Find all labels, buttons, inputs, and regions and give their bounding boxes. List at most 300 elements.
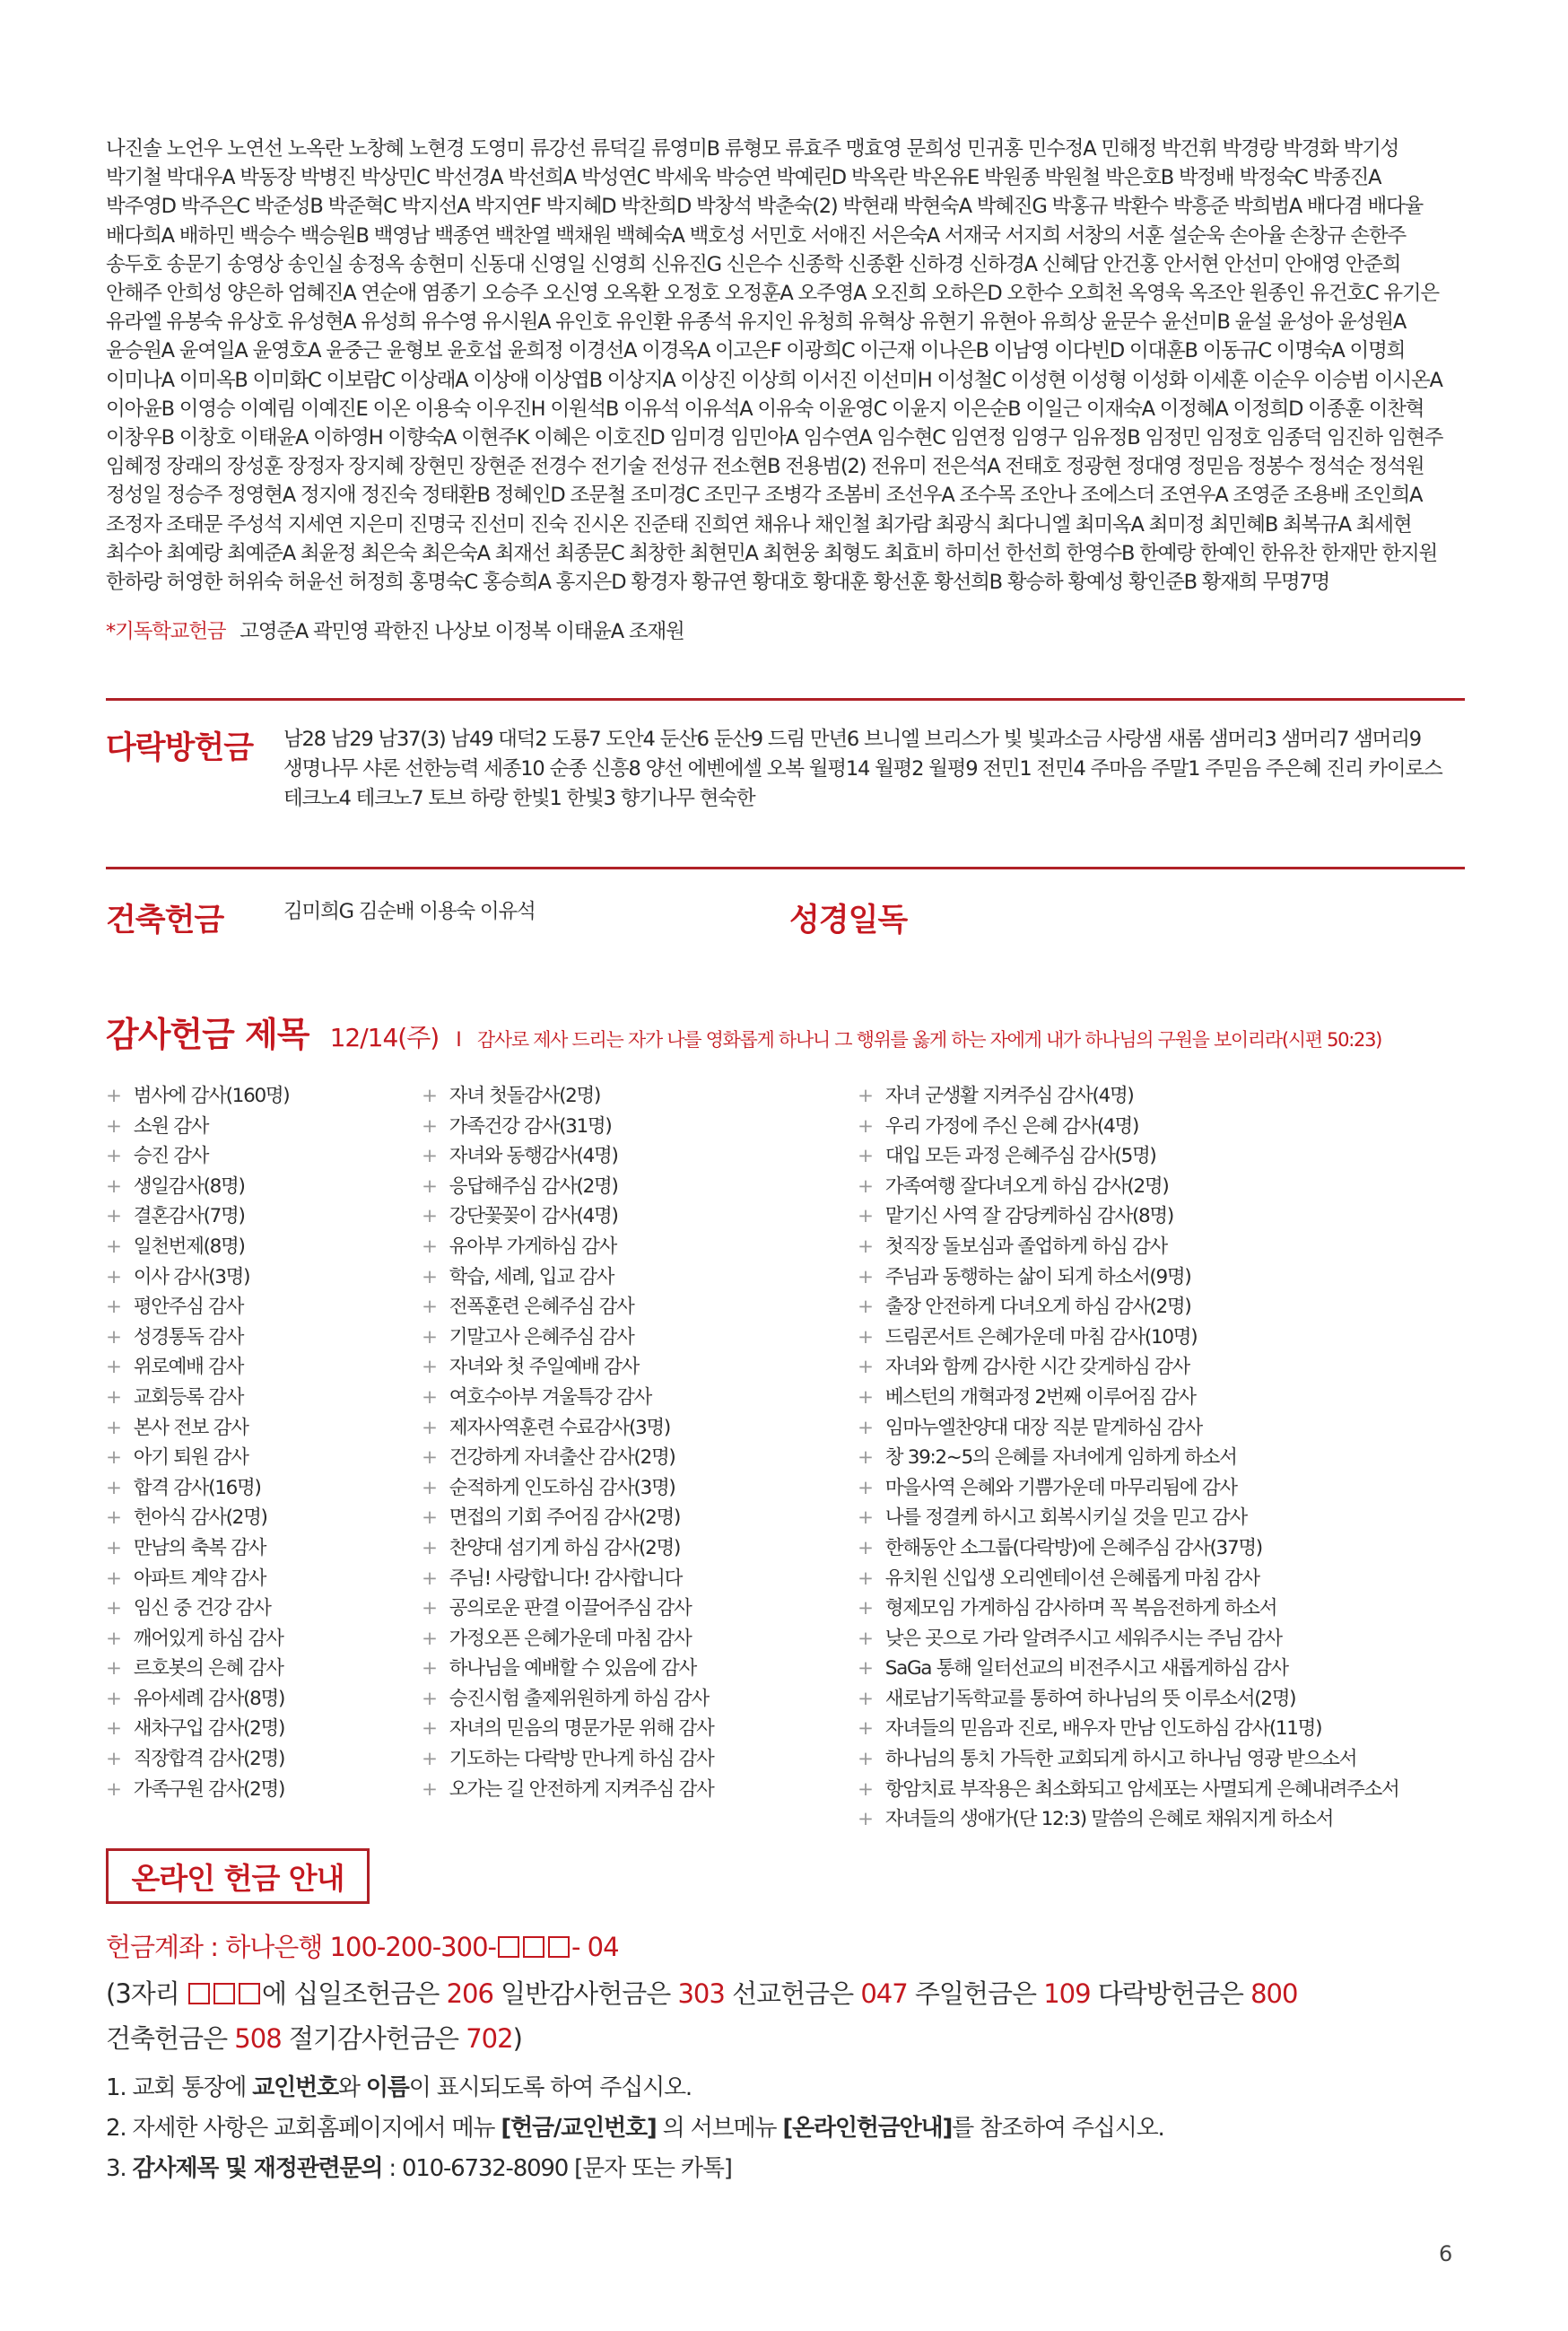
- member-names-line: 안해주 안희성 양은하 엄혜진A 연순애 염종기 오승주 오신영 오옥환 오정호 오정훈A 오주영A 오진희 오하은D 오한수 오희천 옥영욱 옥조안 원종인 유건호C 유기은: [106, 282, 1439, 306]
- plus-icon: +: [422, 1385, 437, 1409]
- plus-icon: +: [422, 1657, 437, 1681]
- note-bold: 이름: [365, 2074, 409, 2101]
- plus-icon: +: [858, 1265, 873, 1288]
- plus-icon: +: [422, 1205, 437, 1228]
- gratitude-item: [106, 1443, 289, 1473]
- gratitude-item-text: 유아부 가게하심 감사: [449, 1235, 617, 1258]
- member-names-line: 박기철 박대우A 박동장 박병진 박상민C 박선경A 박선희A 박성연C 박세욱 박승연 박예린D 박옥란 박온유E 박원종 박원철 박은호B 박정배 박정숙C 박종진A: [106, 166, 1381, 190]
- plus-icon: +: [422, 1567, 437, 1590]
- gratitude-item: [858, 1112, 1399, 1142]
- plus-icon: +: [858, 1145, 873, 1168]
- code-name: 선교헌금: [732, 1978, 830, 2009]
- gratitude-item: [106, 1172, 289, 1202]
- member-names-line: 조정자 조태문 주성석 지세연 지은미 진명국 진선미 진숙 진시온 진준태 진희연 채유나 채인철 최가람 최광식 최다니엘 최미옥A 최미정 최민혜B 최복규A 최세현: [106, 512, 1412, 537]
- gratitude-item: [106, 1593, 289, 1624]
- plus-icon: +: [858, 1235, 873, 1258]
- plus-icon: +: [422, 1777, 437, 1801]
- gratitude-item: [858, 1383, 1399, 1413]
- gratitude-item-text: 응답해주심 감사(2명): [449, 1174, 618, 1198]
- gratitude-item-text: 임신 중 건강 감사: [133, 1597, 271, 1620]
- blank-box: [188, 1983, 210, 2004]
- plus-icon: +: [858, 1657, 873, 1681]
- gratitude-item-text: 형제모임 가게하심 감사하며 꼭 복음전하게 하소서: [884, 1597, 1277, 1620]
- plus-icon: +: [422, 1476, 437, 1499]
- gratitude-item-text: 주님과 동행하는 삶이 되게 하소서(9명): [884, 1265, 1191, 1288]
- gratitude-item-text: 승진 감사: [133, 1145, 209, 1168]
- gratitude-item-text: 기말고사 은혜주심 감사: [449, 1325, 634, 1349]
- plus-icon: +: [858, 1627, 873, 1650]
- school-offering-names: 고영준A 곽민영 곽한진 나상보 이정복 이태윤A 조재원: [240, 620, 684, 643]
- note-text: 와: [337, 2074, 366, 2101]
- gratitude-item-text: 자녀와 동행감사(4명): [449, 1145, 618, 1168]
- blank-box: [548, 1936, 570, 1958]
- gratitude-item-text: 강단꽃꽂이 감사(4명): [449, 1205, 618, 1228]
- gratitude-item-text: 드림콘서트 은혜가운데 마침 감사(10명): [884, 1325, 1198, 1349]
- gratitude-item: [422, 1352, 713, 1383]
- gratitude-item: [422, 1503, 713, 1533]
- gratitude-item: [422, 1413, 713, 1444]
- gratitude-item-text: 결혼감사(7명): [133, 1205, 245, 1228]
- gratitude-item-text: 평안주심 감사: [133, 1296, 244, 1319]
- gratitude-item: [858, 1775, 1399, 1805]
- plus-icon: +: [106, 1748, 121, 1771]
- gratitude-item-text: 자녀의 믿음의 명문가문 위해 감사: [449, 1717, 714, 1741]
- plus-icon: +: [106, 1597, 121, 1620]
- account-suffix: - 04: [571, 1932, 619, 1962]
- plus-icon: +: [858, 1325, 873, 1349]
- code-line-2: 건축헌금은 508 절기감사헌금은 702): [106, 2023, 522, 2054]
- gratitude-item-text: 오가는 길 안전하게 지켜주심 감사: [449, 1777, 714, 1801]
- plus-icon: +: [858, 1296, 873, 1319]
- gratitude-item-text: 유치원 신입생 오리엔테이션 은혜롭게 마침 감사: [884, 1567, 1259, 1590]
- plus-icon: +: [858, 1174, 873, 1198]
- gratitude-item: [106, 1775, 289, 1805]
- plus-icon: +: [858, 1205, 873, 1228]
- plus-icon: +: [422, 1296, 437, 1319]
- gratitude-item: [422, 1232, 713, 1262]
- member-names-line: 최수아 최예랑 최예준A 최윤정 최은숙 최은숙A 최재선 최종문C 최창한 최현민A 최현웅 최형도 최효비 하미선 한선희 한영수B 한예랑 한예인 한유찬 한재만 한지원: [106, 541, 1438, 565]
- blank-boxes: [187, 1978, 262, 2009]
- gratitude-item: [858, 1564, 1399, 1594]
- gratitude-title: 감사헌금 제목: [106, 1015, 309, 1054]
- plus-icon: +: [858, 1085, 873, 1107]
- gratitude-item: [106, 1564, 289, 1594]
- note-bold: 감사제목 및 재정관련문의: [132, 2155, 383, 2182]
- plus-icon: +: [106, 1717, 121, 1741]
- plus-icon: +: [422, 1748, 437, 1771]
- divider: [106, 867, 1465, 869]
- gratitude-item-text: 전폭훈련 은혜주심 감사: [449, 1296, 634, 1319]
- online-offering-box: 온라인 헌금 안내: [106, 1848, 370, 1904]
- gratitude-item-text: 새로남기독학교를 통하여 하나님의 뜻 이루소서(2명): [884, 1687, 1296, 1710]
- blank-box: [239, 1983, 260, 2004]
- note-num: 1.: [106, 2074, 126, 2101]
- plus-icon: +: [106, 1235, 121, 1258]
- gratitude-item: [422, 1141, 713, 1172]
- code-value: 508: [234, 2023, 282, 2054]
- note-text: 의 서브메뉴: [656, 2115, 783, 2142]
- plus-icon: +: [422, 1085, 437, 1107]
- gratitude-item-text: 르호봇의 은혜 감사: [133, 1657, 283, 1681]
- plus-icon: +: [422, 1356, 437, 1379]
- gratitude-item-text: 나를 정결케 하시고 회복시키실 것을 믿고 감사: [884, 1506, 1247, 1530]
- gratitude-item-text: 항암치료 부작용은 최소화되고 암세포는 사멸되게 은혜내려주소서: [884, 1777, 1399, 1801]
- bible-reading-title: 성경일독: [789, 903, 908, 939]
- member-names-line: 유라엘 유봉숙 유상호 유성현A 유성희 유수영 유시원A 유인호 유인환 유종석 유지인 유청희 유혁상 유현기 유현아 유희상 윤문수 윤선미B 윤설 윤성아 윤성원A: [106, 310, 1407, 335]
- gratitude-item: [858, 1352, 1399, 1383]
- code-value: 047: [860, 1978, 908, 2009]
- plus-icon: +: [858, 1748, 873, 1771]
- gratitude-item-text: 교회등록 감사: [133, 1385, 244, 1409]
- code-line-1: (3자리 에 십일조헌금은 206 일반감사헌금은 303 선교헌금은 047 주일헌금은 109 다락방헌금은 800: [106, 1978, 1298, 2009]
- code-name: 일반감사헌금: [501, 1978, 647, 2009]
- gratitude-item-text: 첫직장 돌보심과 졸업하게 하심 감사: [884, 1235, 1167, 1258]
- gratitude-item-text: 창 39:2~5의 은혜를 자녀에게 임하게 하소서: [884, 1446, 1237, 1470]
- gratitude-item: [422, 1624, 713, 1654]
- member-names-line: 이미나A 이미옥B 이미화C 이보람C 이상래A 이상애 이상엽B 이상지A 이상진 이상희 이서진 이선미H 이성철C 이성현 이성형 이성화 이세훈 이순우 이승범 이시온A: [106, 368, 1442, 392]
- note-text: 이 표시되도록 하여 주십시오.: [408, 2074, 692, 2101]
- gratitude-item: [106, 1533, 289, 1564]
- gratitude-item-text: 아기 퇴원 감사: [133, 1446, 248, 1470]
- gratitude-item: [422, 1081, 713, 1112]
- gratitude-item: [858, 1654, 1399, 1684]
- gratitude-item-text: 일천번제(8명): [133, 1235, 245, 1258]
- notes: [106, 2068, 1164, 2189]
- school-offering-row: [106, 617, 684, 647]
- note-text: : 010-6732-8090 [문자 또는 카톡]: [382, 2155, 732, 2182]
- gratitude-date: 12/14(주): [329, 1023, 440, 1052]
- code-value: 303: [677, 1978, 725, 2009]
- gratitude-item-text: 대입 모든 과정 은혜주심 감사(5명): [884, 1145, 1156, 1168]
- gratitude-item-text: 학습, 세례, 입교 감사: [449, 1265, 614, 1288]
- gratitude-item: [106, 1714, 289, 1744]
- divider: [106, 698, 1465, 701]
- plus-icon: +: [106, 1567, 121, 1590]
- plus-icon: +: [106, 1476, 121, 1499]
- plus-icon: +: [858, 1446, 873, 1470]
- plus-icon: +: [106, 1777, 121, 1801]
- school-offering-label: *기독학교헌금: [106, 620, 226, 643]
- plus-icon: +: [106, 1205, 121, 1228]
- member-names-line: 임혜정 장래의 장성훈 장정자 장지혜 장현민 장현준 전경수 전기술 전성규 전소현B 전용범(2) 전유미 전은석A 전태호 정광현 정대영 정믿음 정봉수 정석순 정석원: [106, 455, 1424, 479]
- gratitude-column-2: [422, 1081, 713, 1804]
- gratitude-item-text: 본사 전보 감사: [133, 1416, 248, 1439]
- gratitude-item-text: 여호수아부 겨울특강 감사: [449, 1385, 651, 1409]
- gratitude-item: [422, 1684, 713, 1715]
- gratitude-item-text: 새차구입 감사(2명): [133, 1717, 285, 1741]
- member-names-line: 윤승원A 윤여일A 윤영호A 윤중근 윤형보 윤호섭 윤희정 이경선A 이경옥A 이고은F 이광희C 이근재 이나은B 이남영 이다빈D 이대훈B 이동규C 이명숙A 이명희: [106, 339, 1406, 363]
- gratitude-item-text: 건강하게 자녀출산 감사(2명): [449, 1446, 675, 1470]
- member-names-line: 배다희A 배하민 백승수 백승원B 백영남 백종연 백찬열 백채원 백혜숙A 백호성 서민호 서애진 서은숙A 서재국 서지희 서창의 서훈 설순욱 손아율 손창규 손한주: [106, 223, 1407, 248]
- note-bold: [헌금/교인번호]: [501, 2115, 657, 2142]
- gratitude-item: [422, 1323, 713, 1353]
- note-num: 2.: [106, 2115, 126, 2142]
- gratitude-item: [106, 1383, 289, 1413]
- gratitude-item: [858, 1292, 1399, 1323]
- plus-icon: +: [106, 1356, 121, 1379]
- gratitude-item-text: 이사 감사(3명): [133, 1265, 250, 1288]
- plus-icon: +: [858, 1567, 873, 1590]
- plus-icon: +: [106, 1085, 121, 1107]
- gratitude-item-text: 가족여행 잘다녀오게 하심 감사(2명): [884, 1174, 1169, 1198]
- gratitude-item-text: 가족건강 감사(31명): [449, 1114, 612, 1138]
- note-item: [106, 2108, 1164, 2149]
- gratitude-item: [106, 1201, 289, 1232]
- gratitude-item-text: 순적하게 인도하심 감사(3명): [449, 1476, 675, 1499]
- gratitude-item-text: 한해동안 소그룹(다락방)에 은혜주심 감사(37명): [884, 1536, 1262, 1559]
- gratitude-item-text: 베스턴의 개혁과정 2번째 이루어짐 감사: [884, 1385, 1196, 1409]
- gratitude-item-text: 면접의 기회 주어짐 감사(2명): [449, 1506, 681, 1530]
- plus-icon: +: [422, 1446, 437, 1470]
- gratitude-item: [858, 1804, 1399, 1835]
- gratitude-item-text: 자녀들의 믿음과 진로, 배우자 만남 인도하심 감사(11명): [884, 1717, 1322, 1741]
- codes-intro-2: 에 십일조헌금은: [262, 1978, 440, 2009]
- plus-icon: +: [422, 1506, 437, 1530]
- member-names-line: 나진솔 노언우 노연선 노옥란 노창혜 노현경 도영미 류강선 류덕길 류영미B 류형모 류효주 맹효영 문희성 민귀홍 민수정A 민해정 박건휘 박경랑 박경화 박기성: [106, 137, 1399, 161]
- gratitude-item: [106, 1141, 289, 1172]
- member-names-line: 한하랑 허영한 허위숙 허윤선 허정희 홍명숙C 홍승희A 홍지은D 황경자 황규연 황대호 황대훈 황선훈 황선희B 황승하 황예성 황인준B 황재희 무명7명: [106, 571, 1330, 595]
- plus-icon: +: [106, 1174, 121, 1198]
- gratitude-item: [106, 1081, 289, 1112]
- gratitude-item: [858, 1684, 1399, 1715]
- gratitude-item-text: 아파트 계약 감사: [133, 1567, 266, 1590]
- darakbang-line: 남28 남29 남37(3) 남49 대덕2 도룡7 도안4 둔산6 둔산9 드림 만년6 브니엘 브리스가 빛 빛과소금 사랑샘 새롬 샘머리3 샘머리7 샘머리9: [283, 728, 1421, 751]
- plus-icon: +: [858, 1114, 873, 1138]
- gratitude-item-text: 생일감사(8명): [133, 1174, 245, 1198]
- plus-icon: +: [422, 1416, 437, 1439]
- darakbang-list: [283, 725, 1442, 814]
- note-item: [106, 2149, 1164, 2189]
- member-offering-list: [106, 135, 1478, 597]
- gratitude-item-text: 만남의 축복 감사: [133, 1536, 266, 1559]
- gratitude-item: [858, 1081, 1399, 1112]
- gratitude-item-text: 가정오픈 은혜가운데 마침 감사: [449, 1627, 692, 1650]
- gratitude-item-text: 성경통독 감사: [133, 1325, 244, 1349]
- plus-icon: +: [858, 1717, 873, 1741]
- gratitude-item-text: 맡기신 사역 잘 감당케하심 감사(8명): [884, 1205, 1173, 1228]
- page-number: 6: [1439, 2241, 1453, 2266]
- gratitude-item-text: 기도하는 다락방 만나게 하심 감사: [449, 1748, 714, 1771]
- plus-icon: +: [422, 1235, 437, 1258]
- gratitude-item-text: 직장합격 감사(2명): [133, 1748, 285, 1771]
- plus-icon: +: [106, 1385, 121, 1409]
- gratitude-item-text: 하나님의 통치 가득한 교회되게 하시고 하나님 영광 받으소서: [884, 1748, 1357, 1771]
- gratitude-item-text: 소원 감사: [133, 1114, 209, 1138]
- gratitude-item: [422, 1172, 713, 1202]
- gratitude-item: [858, 1714, 1399, 1744]
- note-bold: 교인번호: [252, 2074, 338, 2101]
- member-names-line: 송두호 송문기 송영상 송인실 송정옥 송현미 신동대 신영일 신영희 신유진G 신은수 신종학 신종환 신하경 신하경A 신혜담 안건홍 안서현 안선미 안애영 안준희: [106, 252, 1401, 276]
- gratitude-item: [422, 1593, 713, 1624]
- gratitude-item-text: 우리 가정에 주신 은혜 감사(4명): [884, 1114, 1139, 1138]
- gratitude-item-text: 자녀들의 생애가(단 12:3) 말씀의 은혜로 채워지게 하소서: [884, 1808, 1334, 1831]
- gratitude-item-text: 유아세례 감사(8명): [133, 1687, 285, 1710]
- plus-icon: +: [858, 1808, 873, 1831]
- gratitude-item: [106, 1413, 289, 1444]
- member-names-line: 이아윤B 이영승 이예림 이예진E 이온 이용숙 이우진H 이원석B 이유석 이유석A 이유숙 이윤영C 이윤지 이은순B 이일근 이재숙A 이정혜A 이정희D 이종훈 이찬혁: [106, 397, 1424, 421]
- plus-icon: +: [858, 1356, 873, 1379]
- gratitude-item-text: 임마누엘찬양대 대장 직분 맡게하심 감사: [884, 1416, 1202, 1439]
- gratitude-item: [858, 1172, 1399, 1202]
- gratitude-item: [106, 1473, 289, 1504]
- plus-icon: +: [106, 1265, 121, 1288]
- plus-icon: +: [106, 1657, 121, 1681]
- gratitude-item: [858, 1323, 1399, 1353]
- gratitude-item-text: 범사에 감사(160명): [133, 1085, 290, 1107]
- plus-icon: +: [858, 1536, 873, 1559]
- plus-icon: +: [106, 1325, 121, 1349]
- plus-icon: +: [422, 1114, 437, 1138]
- gratitude-column-3: [858, 1081, 1399, 1835]
- gratitude-item: [422, 1714, 713, 1744]
- code-value: 109: [1043, 1978, 1091, 2009]
- gratitude-item: [106, 1112, 289, 1142]
- gratitude-item-text: SaGa 통해 일터선교의 비전주시고 새롭게하심 감사: [884, 1657, 1288, 1681]
- gratitude-item: [858, 1141, 1399, 1172]
- plus-icon: +: [106, 1627, 121, 1650]
- gratitude-item-text: 낮은 곳으로 가라 알려주시고 세워주시는 주님 감사: [884, 1627, 1282, 1650]
- gratitude-item: [106, 1503, 289, 1533]
- plus-icon: +: [106, 1687, 121, 1710]
- gratitude-item: [422, 1564, 713, 1594]
- plus-icon: +: [858, 1385, 873, 1409]
- gratitude-item-text: 자녀 첫돌감사(2명): [449, 1085, 601, 1107]
- gratitude-item: [106, 1262, 289, 1293]
- gratitude-item-text: 합격 감사(16명): [133, 1476, 261, 1499]
- plus-icon: +: [858, 1777, 873, 1801]
- gratitude-item-text: 깨어있게 하심 감사: [133, 1627, 283, 1650]
- gratitude-item-text: 위로예배 감사: [133, 1356, 244, 1379]
- gratitude-item: [106, 1323, 289, 1353]
- gratitude-item: [106, 1744, 289, 1775]
- building-names: 김미희G 김순배 이용숙 이유석: [283, 900, 536, 923]
- darakbang-line: 생명나무 샤론 선한능력 세종10 순종 신흥8 양선 에벤에셀 오복 월평14 월평2 월평9 전민1 전민4 주마음 주말1 주믿음 주은혜 진리 카이로스: [283, 757, 1442, 781]
- gratitude-item: [858, 1201, 1399, 1232]
- gratitude-item: [858, 1533, 1399, 1564]
- plus-icon: +: [422, 1597, 437, 1620]
- darakbang-line: 테크노4 테크노7 토브 하랑 한빛1 한빛3 향기나무 현숙한: [283, 787, 755, 810]
- member-names-line: 정성일 정승주 정영현A 정지애 정진숙 정태환B 정혜인D 조문철 조미경C 조민구 조병각 조봄비 조선우A 조수목 조안나 조에스더 조연우A 조영준 조용배 조인희A: [106, 484, 1423, 508]
- code-value: 206: [446, 1978, 493, 2009]
- gratitude-item-text: 가족구원 감사(2명): [133, 1777, 285, 1801]
- account-line: [106, 1927, 619, 1964]
- plus-icon: +: [422, 1325, 437, 1349]
- gratitude-item-text: 마을사역 은혜와 기쁨가운데 마무리됨에 감사: [884, 1476, 1237, 1499]
- gratitude-item: [422, 1201, 713, 1232]
- plus-icon: +: [858, 1597, 873, 1620]
- gratitude-item-text: 출장 안전하게 다녀오게 하심 감사(2명): [884, 1296, 1191, 1319]
- gratitude-item: [106, 1292, 289, 1323]
- note-item: [106, 2068, 1164, 2108]
- note-bold: [온라인헌금안내]: [782, 2115, 953, 2142]
- gratitude-item: [106, 1232, 289, 1262]
- plus-icon: +: [106, 1506, 121, 1530]
- gratitude-item: [422, 1654, 713, 1684]
- gratitude-item: [422, 1775, 713, 1805]
- gratitude-item-text: 헌아식 감사(2명): [133, 1506, 267, 1530]
- plus-icon: +: [422, 1174, 437, 1198]
- member-names-line: 이창우B 이창호 이태윤A 이하영H 이향숙A 이현주K 이혜은 이호진D 임미경 임민아A 임수연A 임수현C 임연정 임영구 임유정B 임정민 임정호 임종덕 임진하 임현주: [106, 426, 1443, 450]
- note-text: 교회 통장에: [132, 2074, 253, 2101]
- gratitude-item: [422, 1744, 713, 1775]
- separator: I: [456, 1029, 462, 1052]
- bible-verse: 감사로 제사 드리는 자가 나를 영화롭게 하나니 그 행위를 옳게 하는 자에게 내가 하나님의 구원을 보이리라(시편 50:23): [476, 1029, 1382, 1051]
- plus-icon: +: [422, 1627, 437, 1650]
- blank-box: [498, 1936, 519, 1958]
- gratitude-item-text: 자녀와 첫 주일예배 감사: [449, 1356, 640, 1379]
- gratitude-item: [858, 1262, 1399, 1293]
- account-prefix: 헌금계좌 : 하나은행 100-200-300-: [106, 1932, 496, 1962]
- gratitude-item: [858, 1413, 1399, 1444]
- gratitude-item: [858, 1744, 1399, 1775]
- code-name: 절기감사헌금: [288, 2023, 434, 2054]
- code-value: 800: [1250, 1978, 1298, 2009]
- plus-icon: +: [422, 1536, 437, 1559]
- plus-icon: +: [422, 1145, 437, 1168]
- note-num: 3.: [106, 2155, 126, 2182]
- gratitude-item-text: 공의로운 판결 이끌어주심 감사: [449, 1597, 692, 1620]
- gratitude-item: [422, 1473, 713, 1504]
- blank-box: [523, 1936, 544, 1958]
- code-name: 건축헌금: [106, 2023, 204, 2054]
- note-text: 를 참조하여 주십시오.: [952, 2115, 1164, 2142]
- gratitude-item-text: 승진시험 출제위원하게 하심 감사: [449, 1687, 709, 1710]
- plus-icon: +: [858, 1687, 873, 1710]
- plus-icon: +: [106, 1114, 121, 1138]
- code-name: 다락방헌금: [1097, 1978, 1219, 2009]
- plus-icon: +: [858, 1416, 873, 1439]
- plus-icon: +: [858, 1506, 873, 1530]
- code-value: 702: [466, 2023, 513, 2054]
- gratitude-item: [422, 1112, 713, 1142]
- plus-icon: +: [422, 1265, 437, 1288]
- plus-icon: +: [106, 1446, 121, 1470]
- gratitude-item: [422, 1262, 713, 1293]
- gratitude-item: [858, 1473, 1399, 1504]
- plus-icon: +: [858, 1476, 873, 1499]
- gratitude-item: [106, 1684, 289, 1715]
- gratitude-item-text: 제자사역훈련 수료감사(3명): [449, 1416, 670, 1439]
- gratitude-item: [422, 1533, 713, 1564]
- gratitude-item: [106, 1352, 289, 1383]
- gratitude-item: [858, 1232, 1399, 1262]
- gratitude-item: [858, 1624, 1399, 1654]
- building-title: 건축헌금: [106, 903, 224, 939]
- blank-box: [213, 1983, 235, 2004]
- gratitude-item: [858, 1443, 1399, 1473]
- gratitude-item-text: 자녀와 함께 감사한 시간 갖게하심 감사: [884, 1356, 1189, 1379]
- gratitude-column-1: [106, 1081, 289, 1804]
- gratitude-item-text: 하나님을 예배할 수 있음에 감사: [449, 1657, 696, 1681]
- gratitude-item: [422, 1292, 713, 1323]
- plus-icon: +: [106, 1416, 121, 1439]
- gratitude-item: [106, 1654, 289, 1684]
- gratitude-item-text: 자녀 군생활 지켜주심 감사(4명): [884, 1085, 1134, 1107]
- plus-icon: +: [106, 1145, 121, 1168]
- gratitude-item-text: 주님! 사랑합니다! 감사합니다: [449, 1567, 683, 1590]
- gratitude-item: [422, 1443, 713, 1473]
- member-names-line: 박주영D 박주은C 박준성B 박준혁C 박지선A 박지연F 박지혜D 박찬희D 박창석 박춘숙(2) 박현래 박현숙A 박혜진G 박홍규 박환수 박흥준 박희범A 배다겸 배다율: [106, 195, 1424, 219]
- gratitude-header: [106, 1007, 1381, 1056]
- gratitude-item: [858, 1593, 1399, 1624]
- codes-intro: (3자리: [106, 1978, 179, 2009]
- plus-icon: +: [422, 1717, 437, 1741]
- gratitude-item: [858, 1503, 1399, 1533]
- note-text: 자세한 사항은 교회홈페이지에서 메뉴: [132, 2115, 501, 2142]
- code-name: 주일헌금: [914, 1978, 1012, 2009]
- darakbang-title: 다락방헌금: [106, 730, 254, 766]
- plus-icon: +: [106, 1536, 121, 1559]
